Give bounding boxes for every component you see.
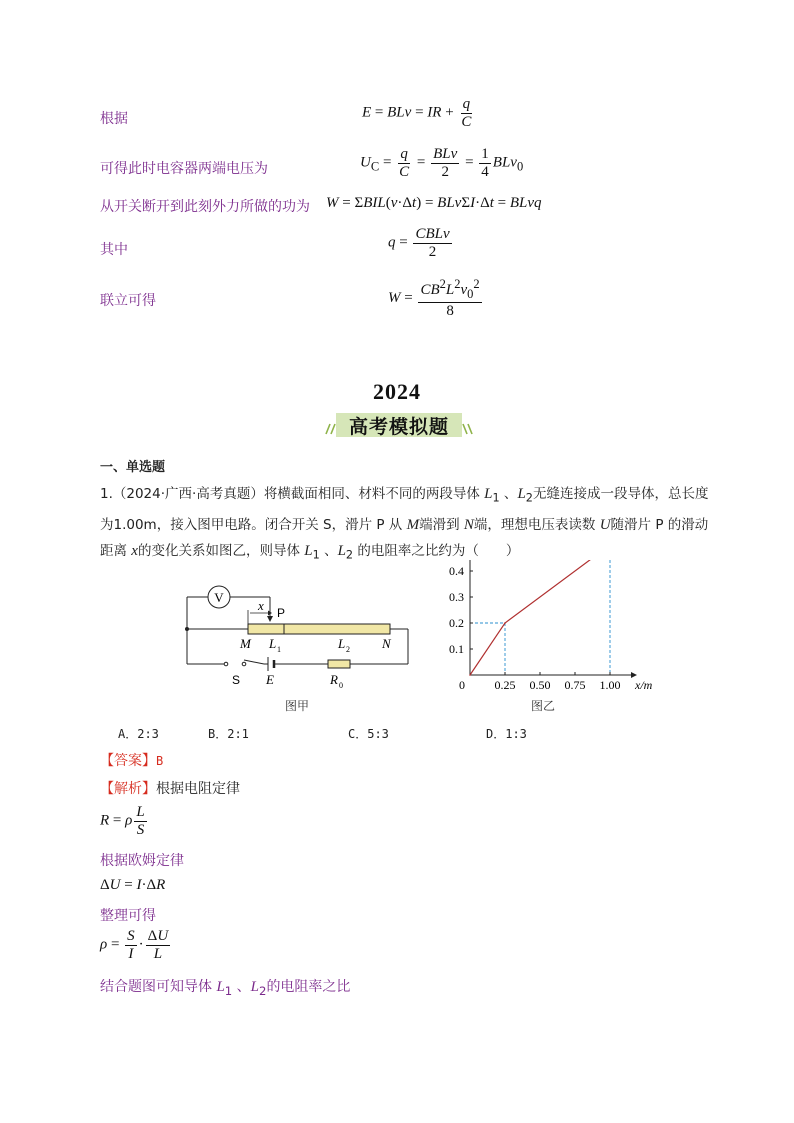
analysis-first-line [100,778,240,798]
switch-contact-1 [224,662,228,666]
x-axis-label: x/m [635,678,653,692]
switch-contact-2 [242,662,246,666]
y-tick-label: 0.3 [449,590,464,604]
analysis-line-2: 根据欧姆定律 [100,853,184,869]
r0-label: R [330,672,338,687]
y-tick-label: 0.2 [449,616,464,630]
circuit-caption: 图甲 [285,699,310,713]
section-year: 2024 [373,379,421,404]
switch-blade [244,660,264,664]
derivation-label-2: 可得此时电容器两端电压为 [100,161,268,177]
end-n-label: N [382,636,391,651]
x-tick-label: 0.25 [494,678,516,692]
switch-s-label: S [232,673,241,687]
conductor-L2 [284,624,390,634]
analysis-tag: 【解析】 [100,781,156,797]
resistor-r0 [328,660,350,668]
l1-label: L [269,636,277,651]
end-m-label: M [240,636,251,651]
derivation-label-3: 从开关断开到此刻外力所做的功为 [100,199,310,215]
derivation-label-4: 其中 [100,242,128,258]
analysis-line-1: 根据电阻定律 [156,781,240,797]
data-point [469,674,471,676]
x-tick-label: 0.50 [529,678,551,692]
y-tick-label: 0.4 [449,564,464,578]
derivation-eq-2: $U_C$ = $\frac{q}{C}$ = $\frac{\text{BLv}}{2}$ = $\frac{1}{4}$ BLv$_0$ [360,146,524,180]
derivation-label-1: 根据 [100,111,128,127]
l2-subscript: 2 [346,645,350,654]
x-tick-label: 1.00 [599,678,621,692]
origin-label: 0 [459,678,465,692]
junction-dot [185,627,189,631]
option-b[interactable]: B．2:1 [208,727,249,741]
derivation-eq-5: W = $\frac{CB^2L^2v_0^2}{8}$ [388,277,480,319]
question-stem: 1.（2024·广西·高考真题）将横截面相同、材料不同的两段导体 $L_1$ 、$L_2$无缝连接成一段导体，总长度为1.00m，接入图甲电路。闭合开关 S，滑片 P 从 M端滑到 N端，理想电压表读数 U随滑片 P 的滑动距离 x的变化关系如图乙，则导体 $L_1$ 、$L_2$ 的电阻率之比约为（ ） [100,486,709,562]
voltmeter-label: V [214,590,224,605]
y-tick-label: 0.1 [449,642,464,656]
analysis-eq-2: ΔU = I·ΔR [100,877,166,893]
option-c[interactable]: C．5:3 [348,727,389,741]
derivation-eq-1: E = BLv = IR + $\frac{q}{C}$ [362,96,472,130]
graph-caption: 图乙 [531,699,556,713]
answer-line [100,750,163,770]
x-label: x [258,598,264,613]
analysis-line-3: 整理可得 [100,908,156,924]
analysis-line-4: 结合题图可知导体 $L_1$ 、$L_2$的电阻率之比 [100,979,351,998]
circuit-diagram [178,580,418,690]
data-point [504,622,506,624]
banner-title: 高考模拟题 [348,416,449,438]
analysis-eq-3: ρ = $\frac{S}{I}$ · $\frac{\Delta U}{L}$ [100,928,169,962]
series-line-0 [470,560,610,675]
option-d[interactable]: D．1:3 [486,727,527,741]
l2-label: L [338,636,346,651]
derivation-eq-3: W = ΣBIL(v·Δt) = BLvΣI·Δt = BLvq [326,195,542,211]
answer-tag: 【答案】 [100,753,156,769]
l1-subscript: 1 [277,645,281,654]
r0-subscript: 0 [339,681,343,690]
x-tick-label: 0.75 [564,678,586,692]
section-banner [324,410,474,438]
derivation-label-5: 联立可得 [100,293,156,309]
analysis-eq-1: R = ρ $\frac{L}{S}$ [100,804,145,838]
conductor-L1 [248,624,284,634]
option-a[interactable]: A．2:3 [118,727,159,741]
slider-p-label: P [277,606,286,620]
question-type-heading: 一、单选题 [100,460,166,475]
u-x-graph [440,560,670,695]
derivation-eq-4: q = $\frac{\text{CBLv}}{2}$ [388,226,450,260]
battery-e-label: E [266,672,274,687]
answer-value: B [156,754,164,768]
slider-arrow [267,616,273,622]
